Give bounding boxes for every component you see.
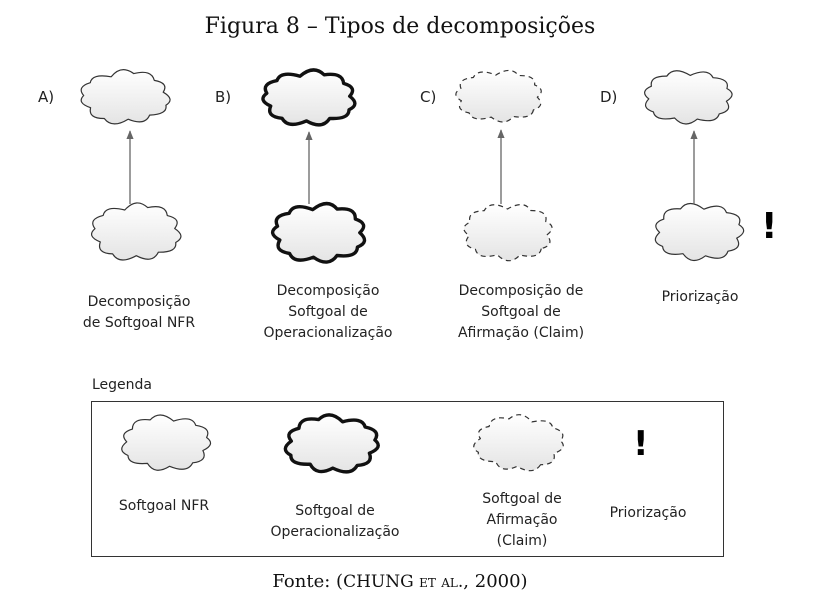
cloud-outline xyxy=(655,204,743,261)
legend-operacionalizacao-cloud-icon xyxy=(282,410,382,478)
legend-label-line: Priorização xyxy=(609,505,687,521)
panel-d-priority-icon: ! xyxy=(761,206,778,247)
cloud-outline xyxy=(92,203,181,260)
panel-c-arrow xyxy=(495,127,507,206)
panel-b-label-line: Operacionalização xyxy=(263,325,393,341)
panel-b-label-line: Softgoal de xyxy=(288,304,368,320)
panel-d-arrow xyxy=(688,128,700,206)
panel-a-bottom-cloud-icon xyxy=(88,198,184,266)
panel-c-label-line: Softgoal de xyxy=(481,304,561,320)
legend-priority-icon: ! xyxy=(633,424,649,464)
cloud-outline xyxy=(273,204,365,263)
cloud-outline xyxy=(263,70,355,125)
panel-c-label-line: Decomposição de xyxy=(458,283,584,299)
cloud-outline xyxy=(456,70,541,122)
cloud-outline xyxy=(474,415,564,471)
panel-a-arrow xyxy=(124,128,136,206)
legend-title: Legenda xyxy=(92,377,153,393)
caption-prefix: Fonte: ( xyxy=(272,571,344,592)
panel-d-label-line: Priorização xyxy=(661,289,739,305)
panel-c-bottom-cloud-icon xyxy=(460,198,556,266)
legend-label-line: Afirmação xyxy=(486,512,558,528)
legend-afirmacao-cloud-icon xyxy=(471,410,567,476)
legend-priority-label xyxy=(594,503,702,524)
panel-d-letter: D) xyxy=(600,88,618,106)
panel-b-label xyxy=(248,281,408,344)
legend-label-line: Operacionalização xyxy=(270,524,400,540)
panel-a-label-line: de Softgoal NFR xyxy=(82,315,196,331)
caption-author: CHUNG et al. xyxy=(343,572,464,592)
panel-b-letter: B) xyxy=(215,88,232,106)
legend-label-line: Softgoal de xyxy=(482,491,562,507)
legend-afirmacao-label xyxy=(458,489,586,552)
figure-caption xyxy=(0,571,800,592)
panel-d-top-cloud-icon xyxy=(640,65,736,129)
legend-label-line: Softgoal NFR xyxy=(118,498,210,514)
panel-d-bottom-cloud-icon xyxy=(651,198,747,266)
panel-a-top-cloud-icon xyxy=(77,65,173,129)
panel-c-label xyxy=(440,281,602,344)
panel-c-label-line: Afirmação (Claim) xyxy=(457,325,585,341)
cloud-outline xyxy=(645,71,732,124)
legend-operacionalizacao-label xyxy=(255,501,415,543)
cloud-outline xyxy=(122,415,211,470)
legend-label-line: Softgoal de xyxy=(295,503,375,519)
cloud-outline xyxy=(81,70,170,124)
figure-title: Figura 8 – Tipos de decomposições xyxy=(204,14,596,39)
panel-b-top-cloud-icon xyxy=(259,65,359,131)
panel-d-label xyxy=(640,287,760,308)
panel-a-letter: A) xyxy=(38,88,55,106)
panel-b-arrow xyxy=(303,129,315,206)
cloud-outline xyxy=(285,415,378,472)
panel-c-top-cloud-icon xyxy=(452,65,546,127)
legend-nfr-cloud-icon xyxy=(118,410,214,476)
panel-a-label-line: Decomposição xyxy=(87,294,191,310)
panel-a-label xyxy=(72,292,206,334)
caption-suffix: , 2000) xyxy=(463,571,528,592)
legend-nfr-label xyxy=(100,496,228,517)
cloud-outline xyxy=(464,205,552,261)
panel-b-label-line: Decomposição xyxy=(276,283,380,299)
panel-c-letter: C) xyxy=(420,88,437,106)
legend-label-line: (Claim) xyxy=(496,533,548,549)
panel-b-bottom-cloud-icon xyxy=(269,198,369,268)
